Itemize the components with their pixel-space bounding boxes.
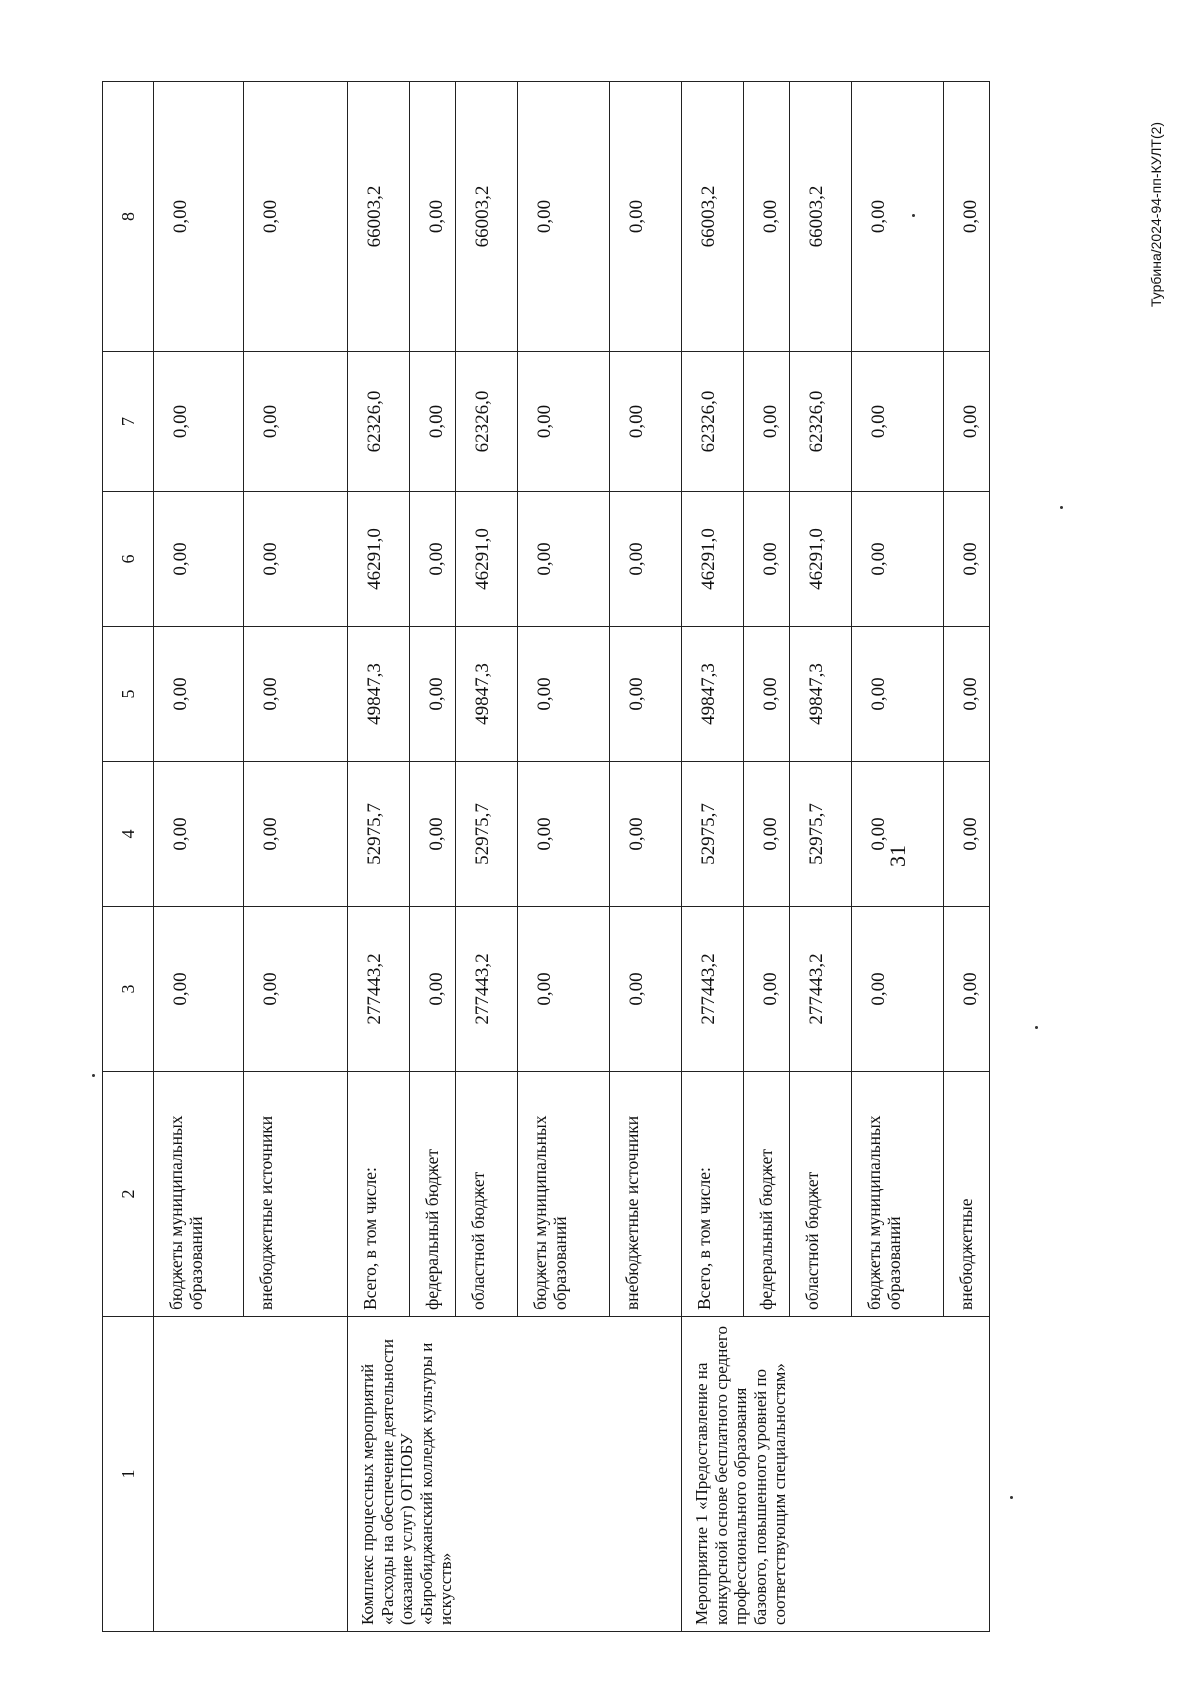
column-number-row bbox=[103, 82, 154, 1632]
amount-cell: 0,00 bbox=[944, 907, 990, 1072]
amount-cell: 0,00 bbox=[852, 82, 944, 352]
column-header: 3 bbox=[103, 907, 154, 1072]
funding-source-cell: бюджеты муниципальных образований bbox=[518, 1072, 610, 1317]
amount-cell: 0,00 bbox=[244, 762, 348, 907]
amount-cell: 0,00 bbox=[518, 492, 610, 627]
amount-cell: 0,00 bbox=[610, 907, 682, 1072]
amount-cell: 52975,7 bbox=[790, 762, 852, 907]
funding-source-cell: федеральный бюджет bbox=[410, 1072, 456, 1317]
amount-cell: 66003,2 bbox=[348, 82, 410, 352]
column-header: 1 bbox=[103, 1317, 154, 1632]
amount-cell: 0,00 bbox=[610, 627, 682, 762]
amount-cell: 0,00 bbox=[852, 627, 944, 762]
amount-cell: 0,00 bbox=[154, 907, 244, 1072]
column-header: 8 bbox=[103, 82, 154, 352]
table-row bbox=[682, 82, 744, 1632]
funding-source-cell: областной бюджет bbox=[456, 1072, 518, 1317]
amount-cell: 0,00 bbox=[944, 627, 990, 762]
amount-cell: 0,00 bbox=[244, 492, 348, 627]
amount-cell: 0,00 bbox=[744, 627, 790, 762]
amount-cell: 62326,0 bbox=[790, 352, 852, 492]
amount-cell: 46291,0 bbox=[348, 492, 410, 627]
amount-cell: 0,00 bbox=[410, 907, 456, 1072]
amount-cell: 0,00 bbox=[410, 82, 456, 352]
amount-cell: 0,00 bbox=[610, 762, 682, 907]
amount-cell: 0,00 bbox=[944, 82, 990, 352]
amount-cell: 0,00 bbox=[744, 352, 790, 492]
amount-cell: 0,00 bbox=[610, 492, 682, 627]
table-row bbox=[154, 82, 244, 1632]
document-code: Турбина/2024-94-пп-КУЛТ(2) bbox=[1148, 121, 1164, 307]
amount-cell: 0,00 bbox=[154, 627, 244, 762]
amount-cell: 0,00 bbox=[244, 82, 348, 352]
amount-cell: 66003,2 bbox=[790, 82, 852, 352]
column-header: 7 bbox=[103, 352, 154, 492]
funding-source-cell: Всего, в том числе: bbox=[348, 1072, 410, 1317]
amount-cell: 46291,0 bbox=[790, 492, 852, 627]
amount-cell: 0,00 bbox=[244, 352, 348, 492]
funding-source-cell: бюджеты муниципальных образований bbox=[852, 1072, 944, 1317]
funding-source-cell: бюджеты муниципальных образований bbox=[154, 1072, 244, 1317]
funding-source-cell: внебюджетные источники bbox=[244, 1072, 348, 1317]
amount-cell: 52975,7 bbox=[348, 762, 410, 907]
amount-cell: 0,00 bbox=[154, 762, 244, 907]
amount-cell: 0,00 bbox=[518, 82, 610, 352]
amount-cell: 0,00 bbox=[410, 492, 456, 627]
amount-cell: 0,00 bbox=[518, 907, 610, 1072]
amount-cell: 49847,3 bbox=[682, 627, 744, 762]
amount-cell: 46291,0 bbox=[682, 492, 744, 627]
scan-speck bbox=[1060, 506, 1063, 509]
funding-source-cell: Всего, в том числе: bbox=[682, 1072, 744, 1317]
amount-cell: 0,00 bbox=[852, 352, 944, 492]
amount-cell: 62326,0 bbox=[456, 352, 518, 492]
amount-cell: 0,00 bbox=[518, 627, 610, 762]
amount-cell: 277443,2 bbox=[348, 907, 410, 1072]
amount-cell: 0,00 bbox=[518, 352, 610, 492]
amount-cell: 0,00 bbox=[744, 762, 790, 907]
amount-cell: 66003,2 bbox=[682, 82, 744, 352]
amount-cell: 62326,0 bbox=[682, 352, 744, 492]
amount-cell: 0,00 bbox=[154, 352, 244, 492]
scan-speck bbox=[912, 214, 915, 217]
column-header: 4 bbox=[103, 762, 154, 907]
funding-source-cell: внебюджетные источники bbox=[610, 1072, 682, 1317]
scan-speck bbox=[92, 1074, 95, 1077]
amount-cell: 52975,7 bbox=[682, 762, 744, 907]
amount-cell: 277443,2 bbox=[682, 907, 744, 1072]
amount-cell: 0,00 bbox=[744, 492, 790, 627]
program-name-cell: Комплекс процессных мероприятий «Расходы на обеспечение деятельности (оказание услуг) ОГПОБУ «Биробиджанский колледж культуры и искусств» bbox=[348, 1317, 682, 1632]
amount-cell: 0,00 bbox=[744, 82, 790, 352]
column-header: 2 bbox=[103, 1072, 154, 1317]
column-header: 5 bbox=[103, 627, 154, 762]
amount-cell: 0,00 bbox=[944, 352, 990, 492]
amount-cell: 277443,2 bbox=[790, 907, 852, 1072]
amount-cell: 62326,0 bbox=[348, 352, 410, 492]
table-body bbox=[103, 82, 990, 1632]
column-header: 6 bbox=[103, 492, 154, 627]
funding-source-cell: внебюджетные bbox=[944, 1072, 990, 1317]
amount-cell: 0,00 bbox=[944, 762, 990, 907]
scan-speck bbox=[1035, 1026, 1038, 1029]
program-name-cell bbox=[154, 1317, 348, 1632]
amount-cell: 49847,3 bbox=[348, 627, 410, 762]
funding-source-cell: федеральный бюджет bbox=[744, 1072, 790, 1317]
amount-cell: 0,00 bbox=[410, 762, 456, 907]
amount-cell: 49847,3 bbox=[790, 627, 852, 762]
amount-cell: 49847,3 bbox=[456, 627, 518, 762]
amount-cell: 0,00 bbox=[610, 82, 682, 352]
amount-cell: 0,00 bbox=[852, 492, 944, 627]
amount-cell: 0,00 bbox=[154, 492, 244, 627]
amount-cell: 46291,0 bbox=[456, 492, 518, 627]
scan-speck bbox=[1010, 1496, 1013, 1499]
amount-cell: 52975,7 bbox=[456, 762, 518, 907]
program-name-cell: Мероприятие 1 «Предоставление на конкурсной основе бесплатного среднего профессионального образования базового, повышенного уровней по соответствующим специальностям» bbox=[682, 1317, 990, 1632]
amount-cell: 0,00 bbox=[244, 907, 348, 1072]
amount-cell: 66003,2 bbox=[456, 82, 518, 352]
amount-cell: 0,00 bbox=[518, 762, 610, 907]
amount-cell: 0,00 bbox=[744, 907, 790, 1072]
amount-cell: 0,00 bbox=[944, 492, 990, 627]
table-row bbox=[348, 82, 410, 1632]
amount-cell: 0,00 bbox=[610, 352, 682, 492]
page-number: 31 bbox=[885, 845, 910, 867]
amount-cell: 0,00 bbox=[154, 82, 244, 352]
amount-cell: 277443,2 bbox=[456, 907, 518, 1072]
amount-cell: 0,00 bbox=[410, 352, 456, 492]
funding-table bbox=[102, 81, 990, 1632]
amount-cell: 0,00 bbox=[244, 627, 348, 762]
amount-cell: 0,00 bbox=[852, 907, 944, 1072]
amount-cell: 0,00 bbox=[852, 762, 944, 907]
funding-source-cell: областной бюджет bbox=[790, 1072, 852, 1317]
amount-cell: 0,00 bbox=[410, 627, 456, 762]
